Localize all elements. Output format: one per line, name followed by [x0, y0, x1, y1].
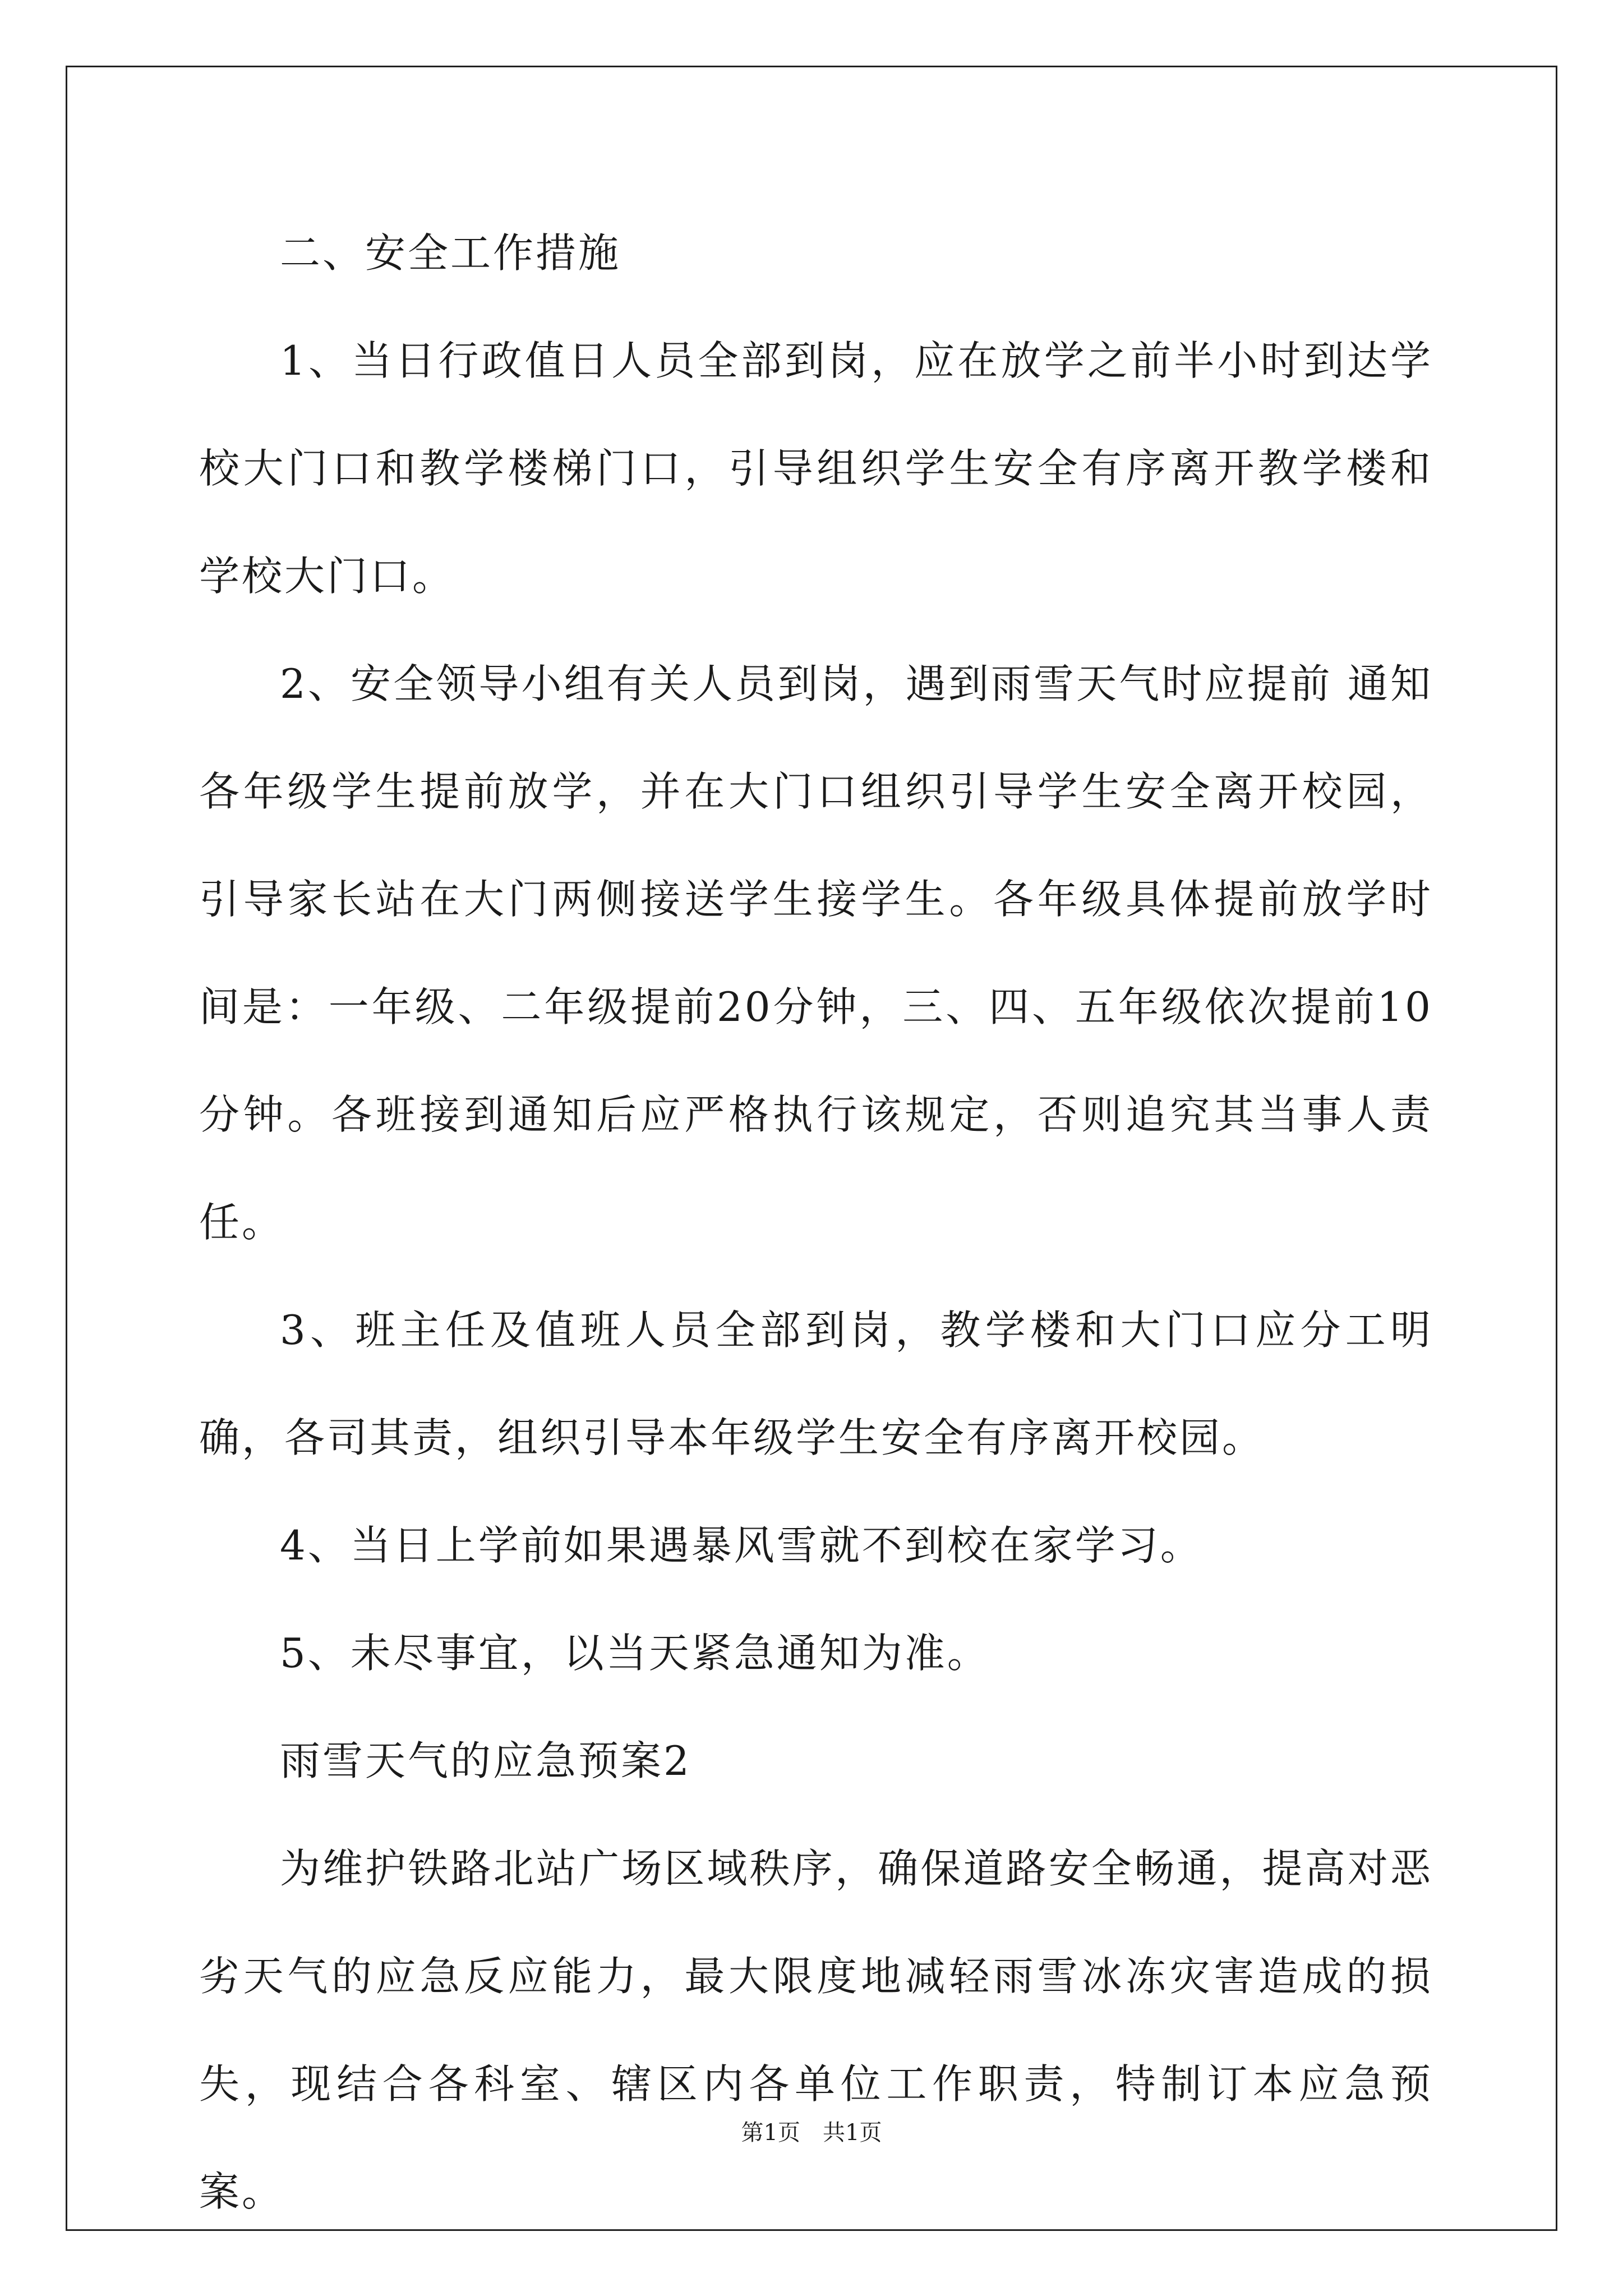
paragraph-item-2: 2、安全领导小组有关人员到岗，遇到雨雪天气时应提前 通知各年级学生提前放学，并在大门口组织引导学生安全离开校园，引导家长站在大门两侧接送学生接学生。各年级具体提前放学时间是：一年级、二年级提前20分钟，三、四、五年级依次提前10分钟。各班接到通知后应严格执行该规定，否则追究其当事人责任。 — [199, 660, 1433, 1246]
document-body — [199, 199, 1433, 2246]
paragraph-intro: 为维护铁路北站广场区域秩序，确保道路安全畅通，提高对恶劣天气的应急反应能力，最大限度地减轻雨雪冰冻灾害造成的损失，现结合各科室、辖区内各单位工作职责，特制订本应急预案。 — [199, 1845, 1433, 2215]
paragraph-item-4: 4、当日上学前如果遇暴风雪就不到校在家学习。 — [280, 1522, 1203, 1569]
paragraph-item-3: 3、班主任及值班人员全部到岗，教学楼和大门口应分工明确，各司其责，组织引导本年级学生安全有序离开校园。 — [199, 1306, 1433, 1461]
paragraph-item-1: 1、当日行政值日人员全部到岗，应在放学之前半小时到达学校大门口和教学楼梯门口，引导组织学生安全有序离开教学楼和学校大门口。 — [199, 337, 1433, 600]
page-total: 共1页 — [823, 2120, 882, 2146]
section-title: 雨雪天气的应急预案2 — [280, 1737, 691, 1784]
paragraph-item-5: 5、未尽事宜，以当天紧急通知为准。 — [280, 1630, 990, 1677]
page-number: 第1页 — [741, 2120, 800, 2146]
page-footer — [0, 2115, 1623, 2147]
section-heading: 二、安全工作措施 — [280, 229, 621, 277]
